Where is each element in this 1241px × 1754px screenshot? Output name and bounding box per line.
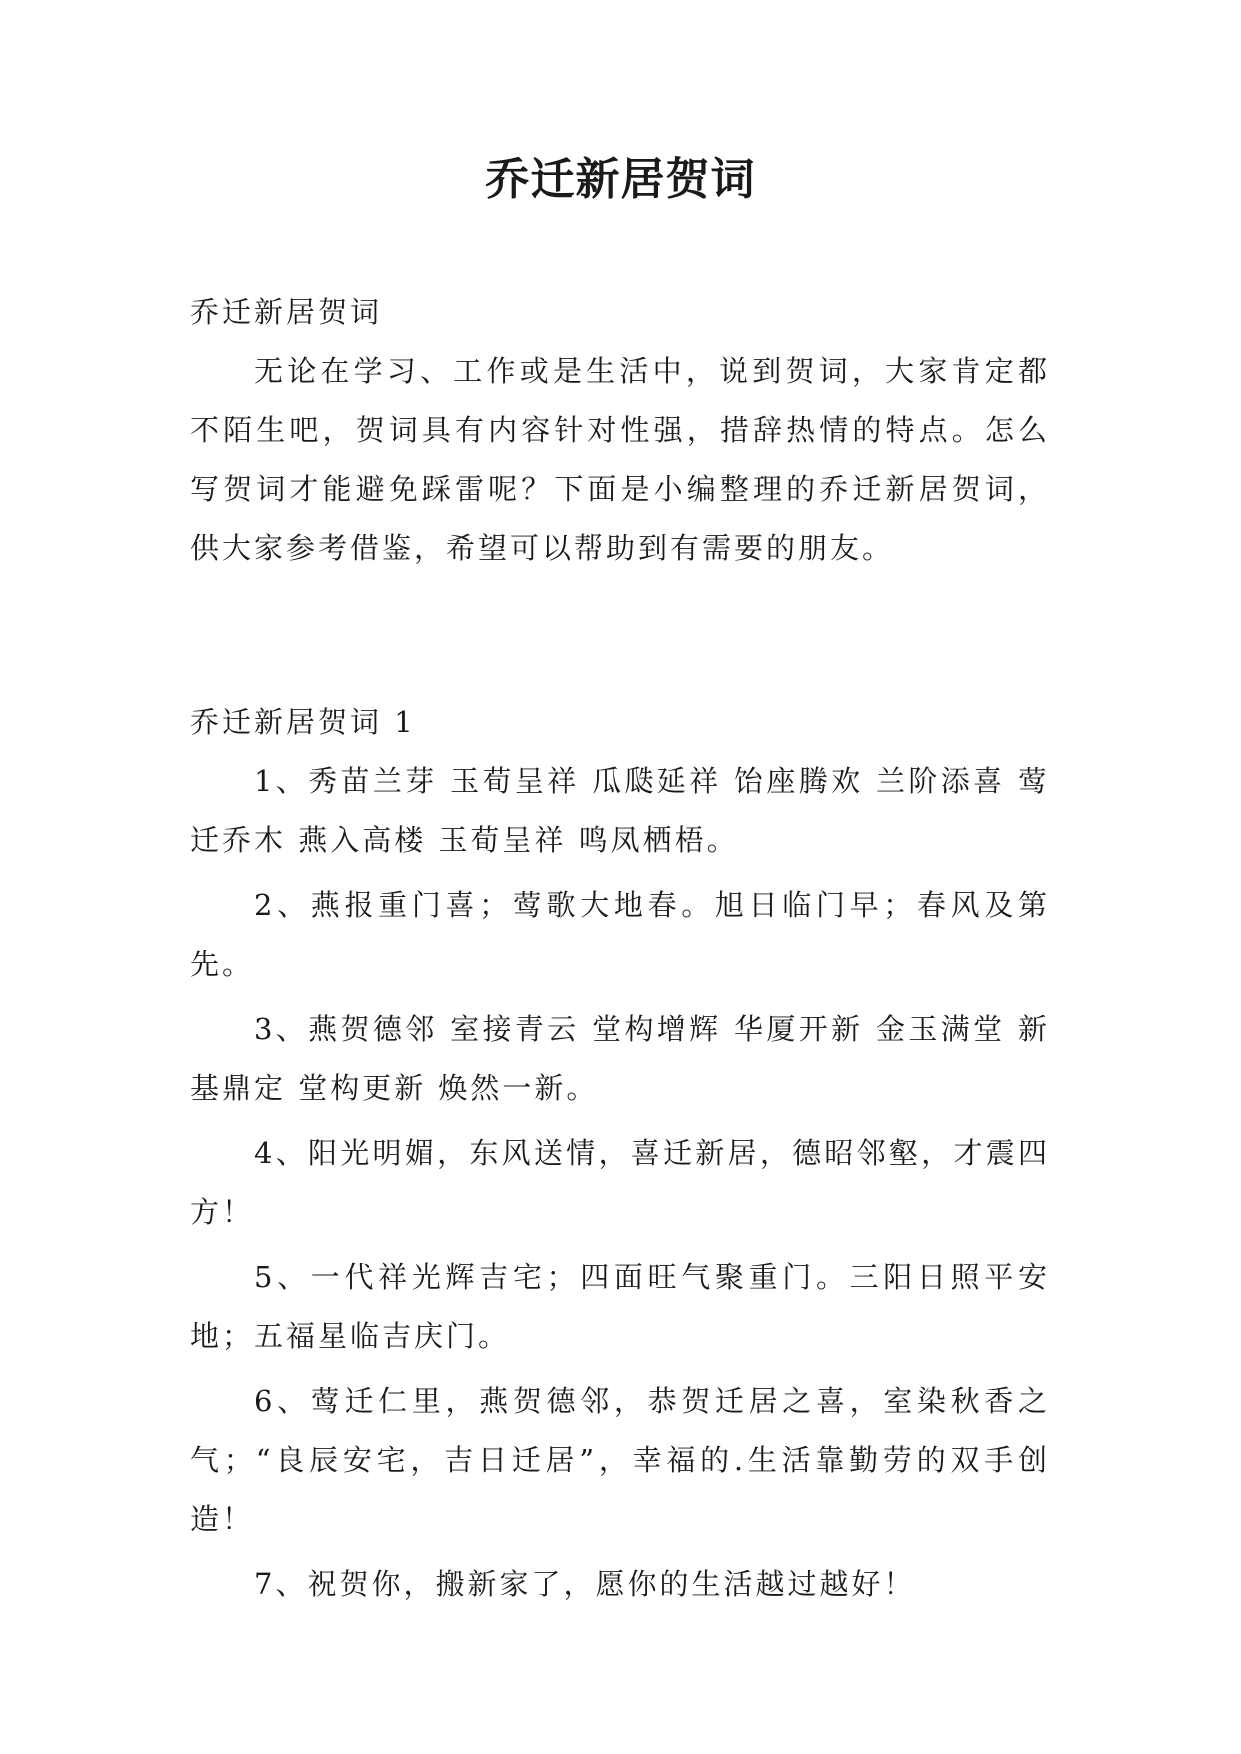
document-subtitle: 乔迁新居贺词 <box>190 295 383 329</box>
intro-block <box>190 283 1050 578</box>
section-heading-block <box>190 693 1050 752</box>
greetings-list <box>190 752 1050 1620</box>
list-item: 2、燕报重门喜；莺歌大地春。旭日临门早；春风及第先。 <box>190 888 1050 981</box>
list-item: 4、阳光明媚，东风送情，喜迁新居，德昭邻壑，才震四方！ <box>190 1136 1050 1229</box>
list-item: 3、燕贺德邻 室接青云 堂构增辉 华厦开新 金玉满堂 新基鼎定 堂构更新 焕然一新。 <box>190 1012 1050 1105</box>
list-item: 6、莺迁仁里，燕贺德邻，恭贺迁居之喜，室染秋香之气；“良辰安宅，吉日迁居”，幸福的.生活靠勤劳的双手创造！ <box>190 1384 1050 1536</box>
section-heading: 乔迁新居贺词 1 <box>190 705 416 739</box>
document-title: 乔迁新居贺词 <box>485 154 756 205</box>
list-item: 7、祝贺你，搬新家了，愿你的生活越过越好！ <box>254 1567 916 1601</box>
intro-paragraph: 无论在学习、工作或是生活中，说到贺词，大家肯定都不陌生吧，贺词具有内容针对性强，措辞热情的特点。怎么写贺词才能避免踩雷呢？下面是小编整理的乔迁新居贺词，供大家参考借鉴，希望可以帮助到有需要的朋友。 <box>190 354 1050 565</box>
list-item: 1、秀苗兰芽 玉荀呈祥 瓜瓞延祥 饴座腾欢 兰阶添喜 莺迁乔木 燕入高楼 玉荀呈祥 鸣凤栖梧。 <box>190 764 1050 857</box>
list-item: 5、一代祥光辉吉宅；四面旺气聚重门。三阳日照平安地；五福星临吉庆门。 <box>190 1260 1050 1353</box>
